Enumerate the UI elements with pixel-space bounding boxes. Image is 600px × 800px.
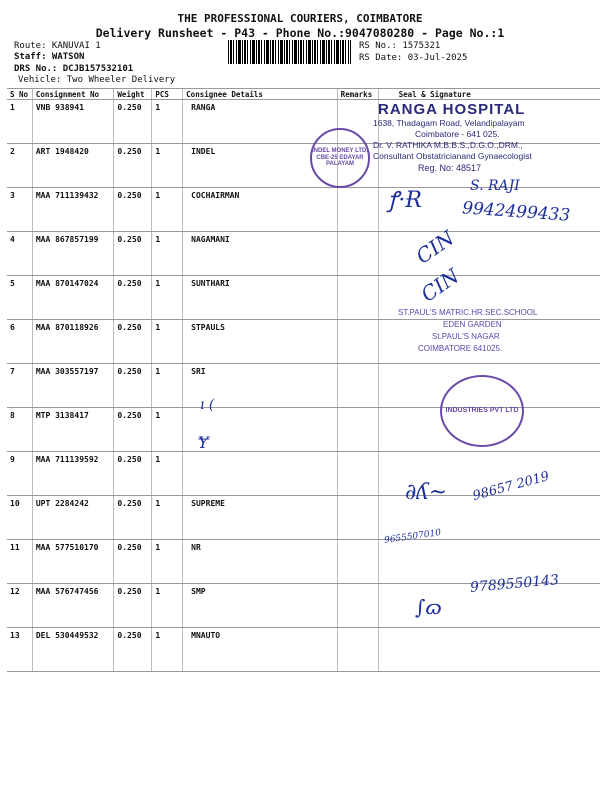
sno-cell: 6: [7, 320, 32, 364]
col-consignment: Consignment No: [32, 89, 114, 100]
weight-cell: 0.250: [114, 496, 152, 540]
consignment-cell: DEL 530449532: [32, 628, 114, 672]
document-subtitle: Delivery Runsheet - P43 - Phone No.:9047080280 - Page No.:1: [95, 26, 505, 40]
weight-cell: 0.250: [114, 100, 152, 144]
industries-seal: INDUSTRIES PVT LTD: [440, 375, 524, 447]
sno-cell: 3: [7, 188, 32, 232]
drs-number: DRS No.: DCJB157532101: [14, 64, 134, 74]
consignee-cell: MNAUTO: [183, 628, 337, 672]
consignee-cell: INDEL: [183, 144, 337, 188]
pcs-cell: 1: [152, 232, 183, 276]
consignment-cell: MTP 3138417: [32, 408, 114, 452]
pcs-cell: 1: [152, 364, 183, 408]
remarks-cell: [337, 496, 378, 540]
pcs-cell: 1: [152, 452, 183, 496]
seal-cell: [378, 540, 600, 584]
pcs-cell: 1: [152, 144, 183, 188]
consignment-cell: MAA 577510170: [32, 540, 114, 584]
col-remarks: Remarks: [337, 89, 378, 100]
indel-seal: INDEL MONEY LTD. CBE-25 EDAYAR PALAYAM: [310, 128, 370, 188]
pcs-cell: 1: [152, 628, 183, 672]
consignee-cell: [183, 452, 337, 496]
weight-cell: 0.250: [114, 188, 152, 232]
col-pcs: PCS: [152, 89, 183, 100]
consignee-cell: NR: [183, 540, 337, 584]
signature-supreme: ∂ʎ~: [405, 480, 448, 505]
consignee-cell: RANGA: [183, 100, 337, 144]
weight-cell: 0.250: [114, 320, 152, 364]
stpauls-stamp-line: ST.PAUL'S MATRIC.HR.SEC.SCHOOL: [398, 308, 538, 317]
col-sno: S No: [7, 89, 32, 100]
staff: Staff: WATSON: [14, 52, 85, 62]
stpauls-stamp-line: COIMBATORE 641025.: [418, 344, 503, 353]
handwritten-note: 98657 2019: [471, 469, 551, 504]
consignment-cell: ART 1948420: [32, 144, 114, 188]
pcs-cell: 1: [152, 320, 183, 364]
sno-cell: 13: [7, 628, 32, 672]
ranga-stamp-line: Coimbatore - 641 025.: [415, 129, 500, 139]
sno-cell: 8: [7, 408, 32, 452]
signature-raji: S. RAJI: [470, 178, 520, 194]
remarks-cell: [337, 232, 378, 276]
consignee-cell: STPAULS: [183, 320, 337, 364]
weight-cell: 0.250: [114, 144, 152, 188]
consignee-cell: SMP: [183, 584, 337, 628]
seal-cell: [378, 628, 600, 672]
ranga-stamp-line: Reg. No: 48517: [418, 163, 482, 173]
weight-cell: 0.250: [114, 232, 152, 276]
document-title: THE PROFESSIONAL COURIERS, COIMBATORE: [177, 12, 423, 25]
consignee-cell: SUPREME: [183, 496, 337, 540]
sno-cell: 12: [7, 584, 32, 628]
weight-cell: 0.250: [114, 540, 152, 584]
sno-cell: 1: [7, 100, 32, 144]
col-consignee: Consignee Details: [183, 89, 337, 100]
consignee-cell: NAGAMANI: [183, 232, 337, 276]
weight-cell: 0.250: [114, 276, 152, 320]
remarks-cell: [337, 364, 378, 408]
pcs-cell: 1: [152, 496, 183, 540]
stpauls-stamp-line: EDEN GARDEN: [443, 320, 502, 329]
remarks-cell: [337, 408, 378, 452]
handwritten-phone: 9655507010: [383, 528, 442, 546]
handwritten-phone: 9789550143: [469, 572, 560, 596]
pcs-cell: 1: [152, 276, 183, 320]
weight-cell: 0.250: [114, 584, 152, 628]
remarks-cell: [337, 320, 378, 364]
sno-cell: 5: [7, 276, 32, 320]
pcs-cell: 1: [152, 408, 183, 452]
sno-cell: 10: [7, 496, 32, 540]
table-header: [7, 89, 600, 100]
weight-cell: 0.250: [114, 452, 152, 496]
consignment-cell: UPT 2284242: [32, 496, 114, 540]
remarks-cell: [337, 276, 378, 320]
remarks-cell: [337, 584, 378, 628]
signature-cin: CIN: [411, 225, 459, 269]
table-row: [7, 628, 600, 672]
consignment-cell: MAA 870147024: [32, 276, 114, 320]
consignment-cell: MAA 867857199: [32, 232, 114, 276]
consignment-cell: VNB 938941: [32, 100, 114, 144]
barcode: [228, 40, 351, 64]
pcs-cell: 1: [152, 100, 183, 144]
signature-cin: CIN: [416, 263, 464, 307]
stpauls-stamp-line: St.PAUL'S NAGAR: [432, 332, 500, 341]
sno-cell: 11: [7, 540, 32, 584]
rs-date: RS Date: 03-Jul-2025: [359, 53, 468, 63]
col-seal: Seal & Signature: [378, 89, 600, 100]
pcs-cell: 1: [152, 540, 183, 584]
pcs-cell: 1: [152, 188, 183, 232]
sno-cell: 7: [7, 364, 32, 408]
ranga-stamp-line: 1638, Thadagam Road, Velandipalayam: [373, 118, 525, 128]
consignment-cell: MAA 576747456: [32, 584, 114, 628]
signature-initials: ꝭ·Ɍ: [388, 188, 422, 213]
signature-mnauto: ∫ɷ: [415, 595, 442, 619]
remarks-cell: [337, 452, 378, 496]
weight-cell: 0.250: [114, 364, 152, 408]
consignee-cell: SRI: [183, 364, 337, 408]
remarks-cell: [337, 188, 378, 232]
handwritten-phone: 9942499433: [461, 198, 571, 226]
col-weight: Weight: [114, 89, 152, 100]
rs-number: RS No.: 1575321: [359, 41, 441, 51]
sno-cell: 4: [7, 232, 32, 276]
consignment-cell: MAA 711139592: [32, 452, 114, 496]
sno-cell: 2: [7, 144, 32, 188]
vehicle: Vehicle: Two Wheeler Delivery: [18, 75, 176, 85]
route: Route: KANUVAI 1: [14, 41, 101, 51]
table-row: [7, 496, 600, 540]
ranga-stamp-title: RANGA HOSPITAL: [378, 101, 526, 118]
sno-cell: 9: [7, 452, 32, 496]
seal-cell: [378, 232, 600, 276]
table-row: [7, 320, 600, 364]
weight-cell: 0.250: [114, 628, 152, 672]
table-row: [7, 232, 600, 276]
weight-cell: 0.250: [114, 408, 152, 452]
consignment-cell: MAA 711139432: [32, 188, 114, 232]
remarks-cell: [337, 628, 378, 672]
ranga-stamp-line: Dr. V. RATHIKA M.B.B.S.,D.G.O.,DRM.,: [373, 140, 523, 150]
consignee-cell: COCHAIRMAN: [183, 188, 337, 232]
remarks-cell: [337, 540, 378, 584]
consignment-cell: MAA 870118926: [32, 320, 114, 364]
handwritten-mark: ı (: [200, 397, 215, 413]
pcs-cell: 1: [152, 584, 183, 628]
handwritten-mark: Ɏ: [198, 433, 209, 452]
consignment-cell: MAA 303557197: [32, 364, 114, 408]
ranga-stamp-line: Consultant Obstatricianand Gynaecologist: [373, 151, 532, 161]
consignee-cell: SUNTHARI: [183, 276, 337, 320]
